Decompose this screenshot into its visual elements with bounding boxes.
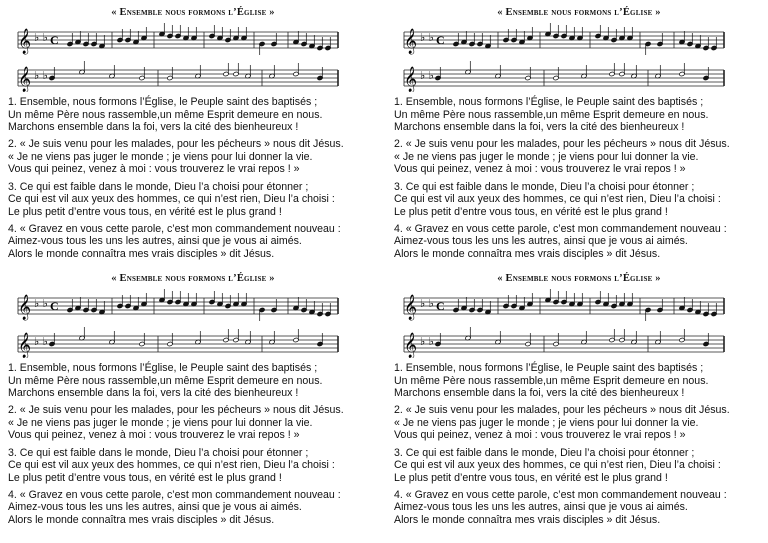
verse-2 xyxy=(8,138,378,176)
verse-line: Ce qui est vil aux yeux des hommes, ce qui n’est rien, Dieu l’a choisi : xyxy=(394,459,721,472)
verse-2 xyxy=(8,404,378,442)
verse-3 xyxy=(394,447,764,485)
key-signature: ♭ ♭ xyxy=(420,69,434,82)
verse-line: Ce qui est vil aux yeux des hommes, ce qui n’est rien, Dieu l’a choisi : xyxy=(394,193,721,206)
verse-line: « Je ne viens pas juger le monde ; je viens pour lui donner la vie. xyxy=(394,416,699,429)
verse-1 xyxy=(8,96,378,134)
verse-line: 1. Ensemble, nous formons l’Église, le Peuple saint des baptisés ; xyxy=(394,96,704,108)
verse-line: « Je ne viens pas juger le monde ; je viens pour lui donner la vie. xyxy=(8,150,313,163)
verse-line: Vous qui peinez, venez à moi : vous trouverez le vrai repos ! » xyxy=(8,429,300,442)
music-staff xyxy=(12,22,342,92)
accompaniment-staff xyxy=(404,327,724,358)
verse-4 xyxy=(8,223,378,261)
song-card xyxy=(8,6,378,266)
verse-1 xyxy=(8,362,378,400)
verse-line: 4. « Gravez en vous cette parole, c’est mon commandement nouveau : xyxy=(8,488,341,501)
verse-line: 3. Ce qui est faible dans le monde, Dieu l’a choisi pour étonner ; xyxy=(394,180,695,193)
key-signature: ♭ ♭ xyxy=(420,31,434,44)
time-signature: C xyxy=(436,33,445,47)
music-staff xyxy=(398,22,728,92)
verse-line: 2. « Je suis venu pour les malades, pour les pécheurs » nous dit Jésus. xyxy=(8,404,344,417)
key-signature: ♭ ♭ xyxy=(34,335,48,348)
verse-line: Vous qui peinez, venez à moi : vous trouverez le vrai repos ! » xyxy=(8,163,300,176)
verse-1 xyxy=(394,96,764,134)
melody-staff xyxy=(404,289,724,321)
verse-line: Le plus petit d’entre vous tous, en vérité est le plus grand ! xyxy=(394,471,668,484)
accompaniment-staff xyxy=(18,61,338,92)
verse-line: Alors le monde connaîtra mes vrais disciples » dit Jésus. xyxy=(8,248,275,261)
verse-line: Alors le monde connaîtra mes vrais disciples » dit Jésus. xyxy=(394,514,661,527)
key-signature: ♭ ♭ xyxy=(420,335,434,348)
verse-line: 1. Ensemble, nous formons l’Église, le Peuple saint des baptisés ; xyxy=(8,96,318,108)
verse-line: 1. Ensemble, nous formons l’Église, le Peuple saint des baptisés ; xyxy=(394,362,704,374)
verse-line: Alors le monde connaîtra mes vrais disciples » dit Jésus. xyxy=(394,248,661,261)
verse-line: Un même Père nous rassemble,un même Esprit demeure en nous. xyxy=(8,108,323,121)
verse-line: « Je ne viens pas juger le monde ; je viens pour lui donner la vie. xyxy=(394,150,699,163)
verses xyxy=(394,96,764,261)
verse-line: 3. Ce qui est faible dans le monde, Dieu l’a choisi pour étonner ; xyxy=(8,180,309,193)
verse-3 xyxy=(394,181,764,219)
verse-line: 4. « Gravez en vous cette parole, c’est mon commandement nouveau : xyxy=(394,222,727,235)
melody-staff xyxy=(18,23,338,55)
verse-line: Marchons ensemble dans la foi, vers la cité des bienheureux ! xyxy=(8,387,299,400)
song-card xyxy=(394,272,764,532)
verse-2 xyxy=(394,404,764,442)
music-staff xyxy=(12,288,342,358)
verse-line: Vous qui peinez, venez à moi : vous trouverez le vrai repos ! » xyxy=(394,163,686,176)
treble-clef: 𝄞 xyxy=(18,67,32,92)
verses xyxy=(8,96,378,261)
key-signature: ♭ ♭ xyxy=(34,69,48,82)
verse-1 xyxy=(394,362,764,400)
verse-line: Marchons ensemble dans la foi, vers la cité des bienheureux ! xyxy=(8,121,299,134)
verse-line: Le plus petit d’entre vous tous, en vérité est le plus grand ! xyxy=(394,205,668,218)
verse-line: Un même Père nous rassemble,un même Esprit demeure en nous. xyxy=(8,374,323,387)
verse-3 xyxy=(8,181,378,219)
treble-clef: 𝄞 xyxy=(18,295,32,320)
verse-line: 3. Ce qui est faible dans le monde, Dieu l’a choisi pour étonner ; xyxy=(394,446,695,459)
verse-3 xyxy=(8,447,378,485)
time-signature: C xyxy=(50,33,59,47)
verse-line: Alors le monde connaîtra mes vrais disciples » dit Jésus. xyxy=(8,514,275,527)
accompaniment-staff xyxy=(18,327,338,358)
verse-line: Aimez-vous tous les uns les autres, ainsi que je vous ai aimés. xyxy=(8,235,302,248)
song-card xyxy=(394,6,764,266)
key-signature: ♭ ♭ xyxy=(420,297,434,310)
time-signature: C xyxy=(50,299,59,313)
song-title: « Ensemble nous formons l’Église » xyxy=(111,7,275,18)
verse-line: Vous qui peinez, venez à moi : vous trouverez le vrai repos ! » xyxy=(394,429,686,442)
song-title: « Ensemble nous formons l’Église » xyxy=(497,7,661,18)
verse-line: 2. « Je suis venu pour les malades, pour les pécheurs » nous dit Jésus. xyxy=(8,138,344,151)
treble-clef: 𝄞 xyxy=(404,333,418,358)
verse-4 xyxy=(8,489,378,527)
verse-line: 4. « Gravez en vous cette parole, c’est mon commandement nouveau : xyxy=(394,488,727,501)
verses xyxy=(8,362,378,527)
verse-line: Marchons ensemble dans la foi, vers la cité des bienheureux ! xyxy=(394,387,685,400)
treble-clef: 𝄞 xyxy=(18,29,32,54)
verse-4 xyxy=(394,223,764,261)
treble-clef: 𝄞 xyxy=(404,67,418,92)
verse-line: Un même Père nous rassemble,un même Esprit demeure en nous. xyxy=(394,108,709,121)
verse-line: Le plus petit d’entre vous tous, en vérité est le plus grand ! xyxy=(8,205,282,218)
verse-line: 2. « Je suis venu pour les malades, pour les pécheurs » nous dit Jésus. xyxy=(394,138,730,151)
verse-line: 1. Ensemble, nous formons l’Église, le Peuple saint des baptisés ; xyxy=(8,362,318,374)
verse-4 xyxy=(394,489,764,527)
song-card xyxy=(8,272,378,532)
verse-line: Aimez-vous tous les uns les autres, ainsi que je vous ai aimés. xyxy=(394,235,688,248)
treble-clef: 𝄞 xyxy=(18,333,32,358)
melody-staff xyxy=(18,289,338,321)
verses xyxy=(394,362,764,527)
verse-line: Aimez-vous tous les uns les autres, ainsi que je vous ai aimés. xyxy=(8,501,302,514)
verse-line: 4. « Gravez en vous cette parole, c’est mon commandement nouveau : xyxy=(8,222,341,235)
verse-line: Le plus petit d’entre vous tous, en vérité est le plus grand ! xyxy=(8,471,282,484)
verse-line: 2. « Je suis venu pour les malades, pour les pécheurs » nous dit Jésus. xyxy=(394,404,730,417)
treble-clef: 𝄞 xyxy=(404,29,418,54)
verse-line: Ce qui est vil aux yeux des hommes, ce qui n’est rien, Dieu l’a choisi : xyxy=(8,193,335,206)
key-signature: ♭ ♭ xyxy=(34,31,48,44)
music-staff xyxy=(398,288,728,358)
verse-2 xyxy=(394,138,764,176)
key-signature: ♭ ♭ xyxy=(34,297,48,310)
verse-line: « Je ne viens pas juger le monde ; je viens pour lui donner la vie. xyxy=(8,416,313,429)
treble-clef: 𝄞 xyxy=(404,295,418,320)
verse-line: Un même Père nous rassemble,un même Esprit demeure en nous. xyxy=(394,374,709,387)
melody-staff xyxy=(404,23,724,55)
verse-line: 3. Ce qui est faible dans le monde, Dieu l’a choisi pour étonner ; xyxy=(8,446,309,459)
accompaniment-staff xyxy=(404,61,724,92)
verse-line: Ce qui est vil aux yeux des hommes, ce qui n’est rien, Dieu l’a choisi : xyxy=(8,459,335,472)
verse-line: Marchons ensemble dans la foi, vers la cité des bienheureux ! xyxy=(394,121,685,134)
song-title: « Ensemble nous formons l’Église » xyxy=(111,273,275,284)
time-signature: C xyxy=(436,299,445,313)
song-title: « Ensemble nous formons l’Église » xyxy=(497,273,661,284)
verse-line: Aimez-vous tous les uns les autres, ainsi que je vous ai aimés. xyxy=(394,501,688,514)
